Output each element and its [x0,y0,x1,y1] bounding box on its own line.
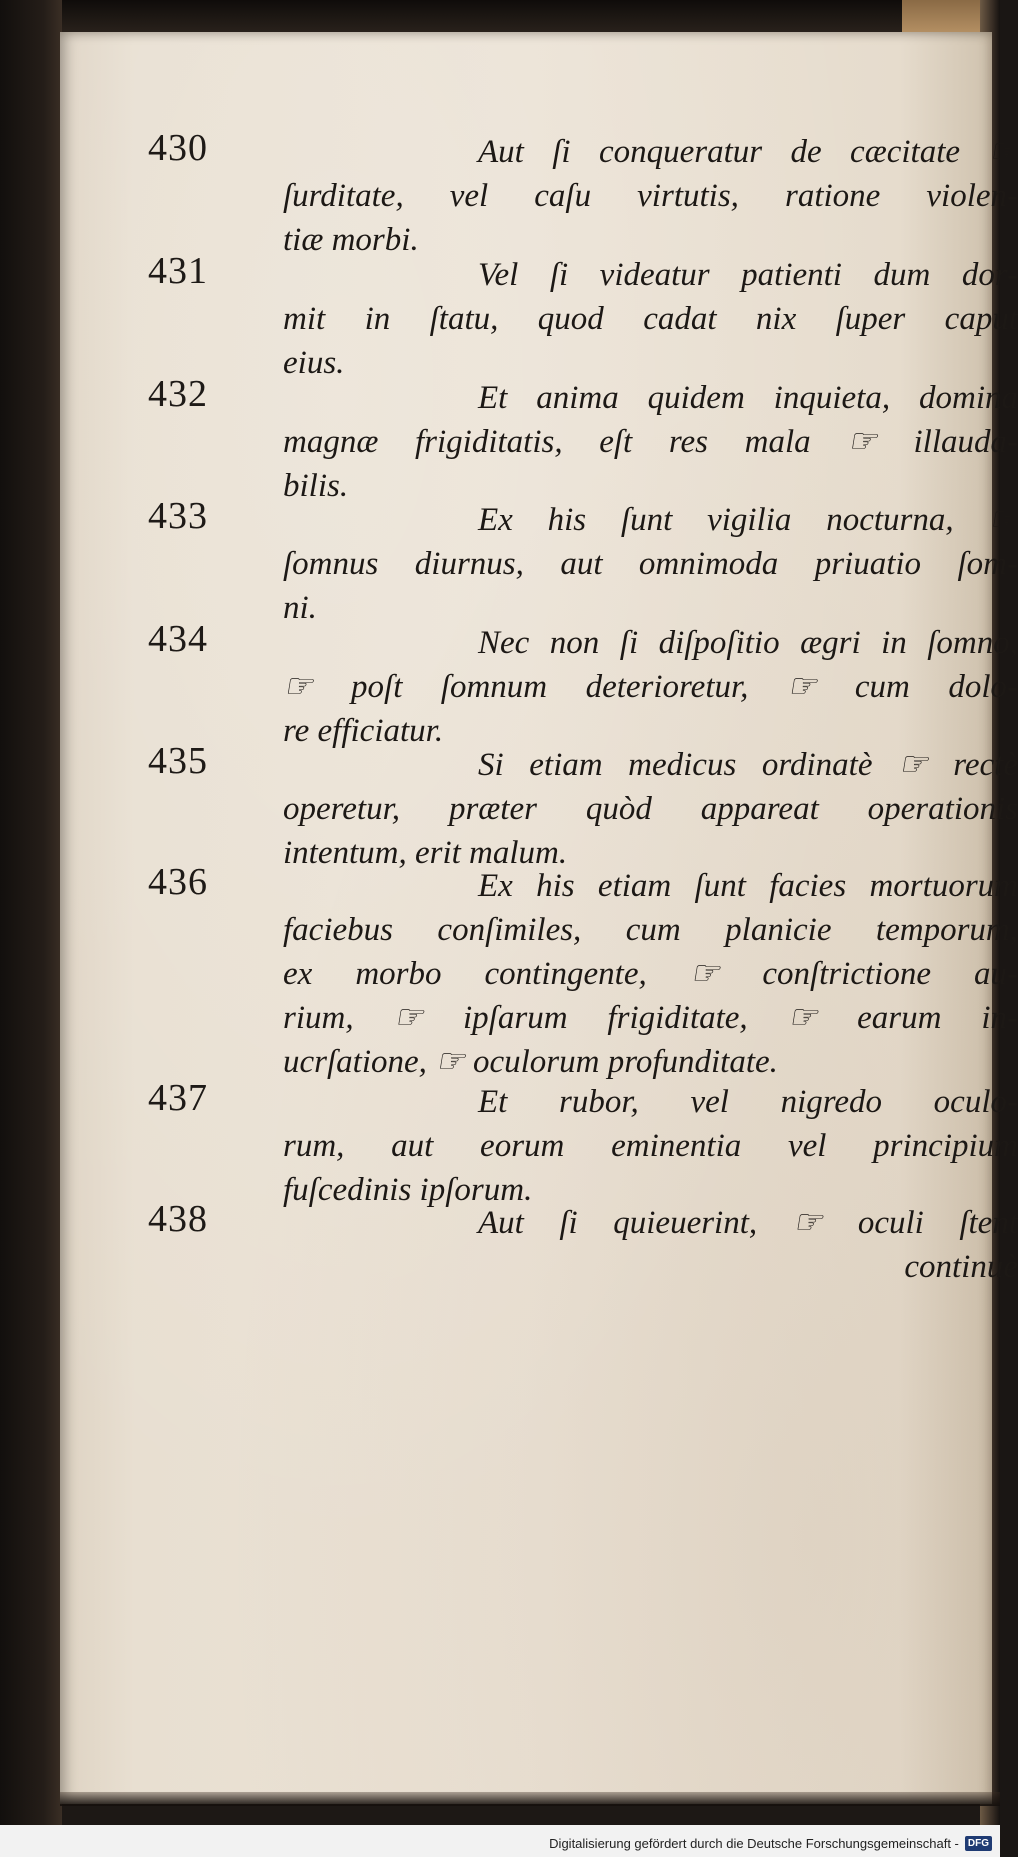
text-line: Ex his etiam ſunt facies mortuorum [478,868,1018,904]
text-line: Aut ſi conqueratur de cæcitate ☞ [478,134,1018,170]
book-top-edge [0,0,1000,34]
book-page [60,32,1018,1804]
text-line: ſurditate, vel caſu virtutis, ratione violen- [283,178,1018,214]
text-line: mit in ſtatu, quod cadat nix ſuper caput [283,301,1018,337]
text-line: Aut ſi quieuerint, ☞ oculi ſtent [478,1205,1018,1241]
entry-number: 435 [148,740,208,782]
entry-number: 431 [148,250,208,292]
entry-text [283,1080,1018,1212]
entry-text [283,1201,1018,1245]
text-line: ☞ poſt ſomnum deterioretur, ☞ cum dolo- [283,669,1018,705]
entry-text [283,130,1018,262]
text-line: ſomnus diurnus, aut omnimoda priuatio ſom- [283,546,1018,582]
text-line: Nec non ſi diſpoſitio ægri in ſomno, [478,625,1018,661]
entry-text [283,376,1018,508]
text-line: rium, ☞ ipſarum frigiditate, ☞ earum in- [283,1000,1018,1036]
text-line: Vel ſi videatur patienti dum dor- [478,257,1018,293]
text-line: Si etiam medicus ordinatè ☞ rectè [478,747,1018,783]
text-line: bilis. [283,468,349,504]
text-line: fuſcedinis ipſorum. [283,1172,533,1208]
entry-text [283,621,1018,753]
credit-text: Digitalisierung gefördert durch die Deutsche Forschungsgemeinschaft - [549,1836,959,1851]
text-line: magnæ frigiditatis, eſt res mala ☞ illauda- [283,424,1018,460]
text-line: ex morbo contingente, ☞ conſtrictione au- [283,956,1018,992]
text-line: Ex his ſunt vigilia nocturna, ☞ [478,502,1018,538]
entry-text [283,498,1018,630]
text-line: rum, aut eorum eminentia vel principium [283,1128,1018,1164]
entry-text [283,253,1018,385]
text-line: re efficiatur. [283,713,444,749]
book-left-edge [0,0,62,1857]
text-line: ucrſatione, ☞ oculorum profunditate. [283,1044,778,1080]
dfg-logo-icon: DFG [965,1836,992,1851]
entry-number: 432 [148,373,208,415]
text-line: Et anima quidem inquieta, domina [478,380,1018,416]
text-line: Et rubor, vel nigredo oculo- [478,1084,1018,1120]
entry-number: 436 [148,861,208,903]
digitization-credit [549,1836,992,1851]
text-line: tiæ morbi. [283,222,419,258]
entry-number: 437 [148,1077,208,1119]
entry-number: 438 [148,1198,208,1240]
text-line: operetur, præter quòd appareat operationis [283,791,1018,827]
entry-text [283,743,1018,875]
entry-number: 430 [148,127,208,169]
text-line: eius. [283,345,345,381]
entry-number: 433 [148,495,208,537]
entry-text [283,864,1018,1084]
catchword: continuè [904,1249,1018,1285]
entry-number: 434 [148,618,208,660]
text-line: faciebus conſimiles, cum planicie temporum, [283,912,1018,948]
text-line: ni. [283,590,317,626]
page-shadow [60,1792,1000,1806]
text-line: intentum, erit malum. [283,835,568,871]
catchword-block [283,1245,1018,1289]
